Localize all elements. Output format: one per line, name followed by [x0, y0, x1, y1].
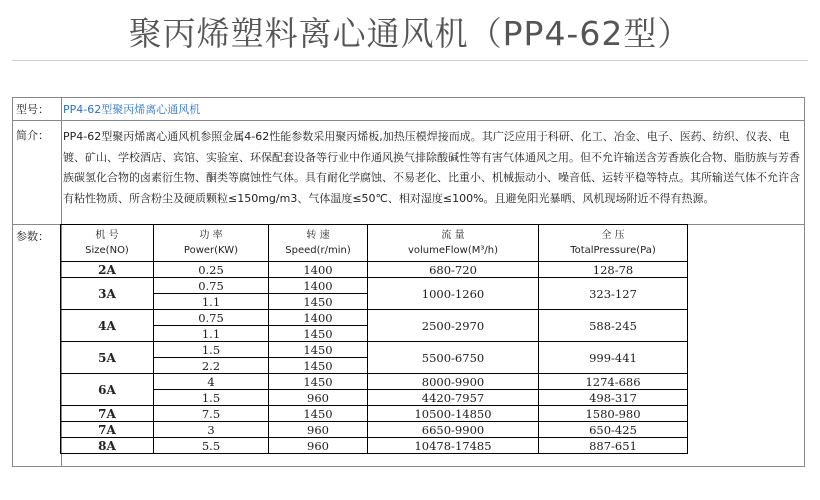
size-cell: 4A	[61, 310, 154, 342]
header-size	[61, 225, 154, 262]
speed-cell: 1400	[269, 310, 368, 326]
flow-cell: 8000-9900	[368, 374, 539, 390]
model-label: 型号：	[16, 103, 49, 116]
page-title: 聚丙烯塑料离心通风机（PP4-62型）	[128, 14, 692, 53]
size-cell: 6A	[61, 374, 154, 406]
header-pressure-cn: 全 压	[601, 230, 625, 241]
table-row	[61, 262, 688, 278]
pressure-cell: 999-441	[539, 342, 688, 374]
table-header-row	[61, 225, 688, 262]
speed-cell: 960	[269, 422, 368, 438]
flow-cell: 2500-2970	[368, 310, 539, 342]
flow-cell: 6650-9900	[368, 422, 539, 438]
flow-cell: 10478-17485	[368, 438, 539, 454]
speed-cell: 1450	[269, 326, 368, 342]
header-pressure-en: TotalPressure(Pa)	[570, 245, 656, 256]
flow-cell: 1000-1260	[368, 278, 539, 310]
params-label: 参数：	[16, 230, 49, 243]
header-speed-cn: 转 速	[306, 230, 330, 241]
speed-cell: 960	[269, 438, 368, 454]
header-speed-en: Speed(r/min)	[285, 245, 351, 256]
speed-cell: 1450	[269, 374, 368, 390]
header-power-cn: 功 率	[199, 230, 223, 241]
table-row	[61, 342, 688, 358]
pressure-cell: 128-78	[539, 262, 688, 278]
flow-cell: 4420-7957	[368, 390, 539, 406]
pressure-cell: 498-317	[539, 390, 688, 406]
speed-cell: 1400	[269, 278, 368, 294]
header-speed	[269, 225, 368, 262]
speed-cell: 1450	[269, 406, 368, 422]
header-power	[154, 225, 269, 262]
pressure-cell: 1274-686	[539, 374, 688, 390]
speed-cell: 1450	[269, 342, 368, 358]
size-cell: 7A	[61, 422, 154, 438]
power-cell: 1.1	[154, 294, 269, 310]
speed-cell: 1400	[269, 262, 368, 278]
header-flow-cn: 流 量	[441, 230, 465, 241]
flow-cell: 5500-6750	[368, 342, 539, 374]
power-cell: 1.1	[154, 326, 269, 342]
product-description: PP4-62型聚丙烯离心通风机参照金属4-62性能参数采用聚丙烯板,加热压模焊接而成。其广泛应用于科研、化工、冶金、电子、医药、纺织、仪表、电镀、矿山、学校酒店、宾馆、实验室、环保配套设备等行业中作通风换气排除酸碱性等有害气体通风之用。但不允许输送含芳香族化合物、脂肪族与芳香族碳氢化合物的卤素衍生物、酮类等腐蚀性气体。具有耐化学腐蚀、不易老化、比重小、机械振动小、噪音低、运转平稳等特点。其所输送气体不允许含有粘性物质、所含粉尘及硬质颗粒≤150mg/m3、气体温度≤50℃、相对湿度≤100%。且避免阳光暴晒、风机现场附近不得有热源。	[63, 130, 800, 205]
size-cell: 7A	[61, 406, 154, 422]
flow-cell: 10500-14850	[368, 406, 539, 422]
speed-cell: 960	[269, 390, 368, 406]
header-flow	[368, 225, 539, 262]
power-cell: 0.25	[154, 262, 269, 278]
size-cell: 8A	[61, 438, 154, 454]
flow-cell: 680-720	[368, 262, 539, 278]
pressure-cell: 323-127	[539, 278, 688, 310]
header-size-en: Size(NO)	[85, 245, 129, 256]
size-cell: 2A	[61, 262, 154, 278]
table-row	[61, 406, 688, 422]
table-row	[61, 310, 688, 326]
power-cell: 3	[154, 422, 269, 438]
power-cell: 4	[154, 374, 269, 390]
model-value: PP4-62型聚丙烯离心通风机	[63, 103, 201, 116]
power-cell: 7.5	[154, 406, 269, 422]
table-row	[61, 390, 688, 406]
table-row	[61, 438, 688, 454]
table-row	[61, 278, 688, 294]
header-power-en: Power(KW)	[183, 245, 239, 256]
power-cell: 5.5	[154, 438, 269, 454]
table-row	[61, 374, 688, 390]
table-row	[61, 422, 688, 438]
size-cell: 3A	[61, 278, 154, 310]
header-flow-en: volumeFlow(M³/h)	[407, 245, 499, 256]
power-cell: 0.75	[154, 278, 269, 294]
spec-table	[60, 224, 688, 454]
header-pressure	[539, 225, 688, 262]
speed-cell: 1450	[269, 358, 368, 374]
title-divider	[12, 60, 808, 61]
header-size-cn: 机 号	[95, 230, 119, 241]
pressure-cell: 1580-980	[539, 406, 688, 422]
size-cell: 5A	[61, 342, 154, 374]
pressure-cell: 650-425	[539, 422, 688, 438]
pressure-cell: 887-651	[539, 438, 688, 454]
power-cell: 0.75	[154, 310, 269, 326]
intro-label: 简介：	[16, 129, 49, 142]
power-cell: 1.5	[154, 342, 269, 358]
power-cell: 1.5	[154, 390, 269, 406]
speed-cell: 1450	[269, 294, 368, 310]
power-cell: 2.2	[154, 358, 269, 374]
pressure-cell: 588-245	[539, 310, 688, 342]
row-divider	[13, 120, 804, 121]
